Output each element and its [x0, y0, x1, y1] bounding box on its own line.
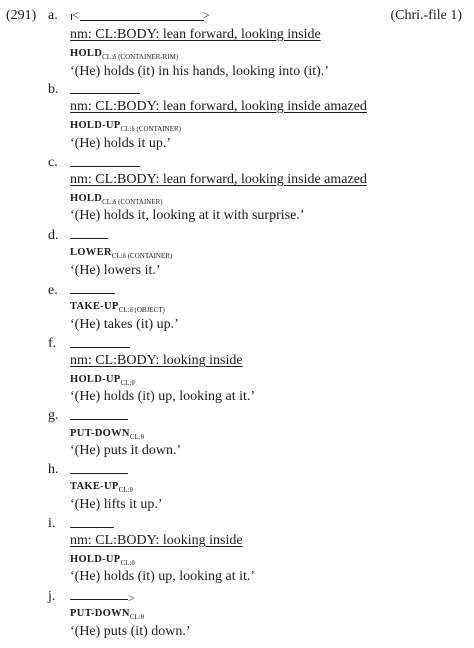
scope-line — [70, 238, 108, 239]
nonmanual-marker: nm: CL:BODY: lean forward, looking inside amazed — [70, 172, 367, 187]
item-letter: d. — [48, 228, 59, 243]
item-letter: i. — [48, 516, 56, 531]
translation: ‘(He) puts (it) down.’ — [70, 624, 191, 639]
translation: ‘(He) holds (it) up, looking at it.’ — [70, 389, 256, 404]
scope-line — [70, 166, 140, 167]
translation: ‘(He) holds (it) up, looking at it.’ — [70, 569, 256, 584]
gloss-subscript: CL:δ (CONTAINER) — [111, 252, 173, 260]
gloss: TAKE-$UP_{CL:\delta (OBJECT)}$ — [70, 301, 165, 314]
scope-line — [70, 347, 130, 348]
translation: ‘(He) lifts it up.’ — [70, 497, 163, 512]
item-letter: a. — [48, 8, 58, 23]
gloss-subscript: CL:θ — [129, 433, 145, 441]
item-letter: e. — [48, 283, 58, 298]
nonmanual-marker: nm: CL:BODY: lean forward, looking inside — [70, 27, 321, 42]
gloss: PUT-$DOWN_{CL:\theta}$ — [70, 428, 145, 441]
nonmanual-marker: nm: CL:BODY: lean forward, looking inside amazed — [70, 99, 367, 114]
nonmanual-marker: nm: CL:BODY: looking inside — [70, 533, 243, 548]
arrow-left: < — [72, 8, 79, 22]
scope-line — [70, 527, 114, 528]
gloss-subscript: CL:θ — [120, 379, 135, 387]
translation: ‘(He) holds it up.’ — [70, 136, 172, 151]
scope-line — [70, 419, 128, 420]
item-letter: j. — [48, 589, 56, 604]
gloss-subscript: CL:θ — [129, 613, 145, 621]
translation: ‘(He) puts it down.’ — [70, 443, 182, 458]
file-reference: (Chri.-file 1) — [390, 8, 462, 23]
translation: ‘(He) holds it, looking at it with surprise.’ — [70, 208, 305, 223]
translation: ‘(He) lowers it.’ — [70, 263, 161, 278]
scope-line — [80, 20, 204, 21]
item-letter: b. — [48, 82, 59, 97]
gloss-subscript: CL:δ (CONTAINER) — [102, 198, 163, 206]
scope-line — [70, 293, 115, 294]
item-letter: h. — [48, 462, 59, 477]
example-number: (291) — [6, 8, 37, 23]
gloss: HOLD-$UP_{CL:\theta}$ — [70, 554, 135, 567]
scope-line — [70, 599, 128, 600]
gloss-subscript: CL:δ (OBJECT) — [118, 306, 165, 314]
item-letter: c. — [48, 155, 58, 170]
gloss: HOLD-$UP_{CL:\theta}$ — [70, 374, 135, 387]
gloss-subscript: CL:θ — [118, 486, 133, 494]
gloss: $HOLD_{CL:\delta (CONTAINER)}$ — [70, 193, 163, 206]
scope-line — [70, 473, 128, 474]
gloss-subscript: CL:θ — [120, 559, 135, 567]
gloss: $HOLD_{CL:\delta (CONTAINER-RIM)}$ — [70, 48, 179, 61]
gloss: PUT-$DOWN_{CL:\theta}$ — [70, 608, 145, 621]
gloss: HOLD-$UP_{CL:\delta (CONTAINER)}$ — [70, 120, 181, 133]
item-letter: g. — [48, 408, 59, 423]
arrow-right: > — [203, 8, 210, 22]
translation: ‘(He) holds (it) in his hands, looking into (it).’ — [70, 64, 329, 79]
arrow-right: > — [128, 591, 135, 605]
gloss-subscript: CL:δ (CONTAINER-RIM) — [102, 53, 179, 61]
scope-line — [70, 93, 140, 94]
item-letter: f. — [48, 336, 57, 351]
translation: ‘(He) takes (it) up.’ — [70, 317, 179, 332]
gloss: TAKE-$UP_{CL:\theta}$ — [70, 481, 133, 494]
gloss: $LOWER_{CL:\delta (CONTAINER)}$ — [70, 247, 173, 260]
gloss-subscript: CL:δ (CONTAINER) — [120, 125, 181, 133]
nonmanual-marker: nm: CL:BODY: looking inside — [70, 353, 243, 368]
